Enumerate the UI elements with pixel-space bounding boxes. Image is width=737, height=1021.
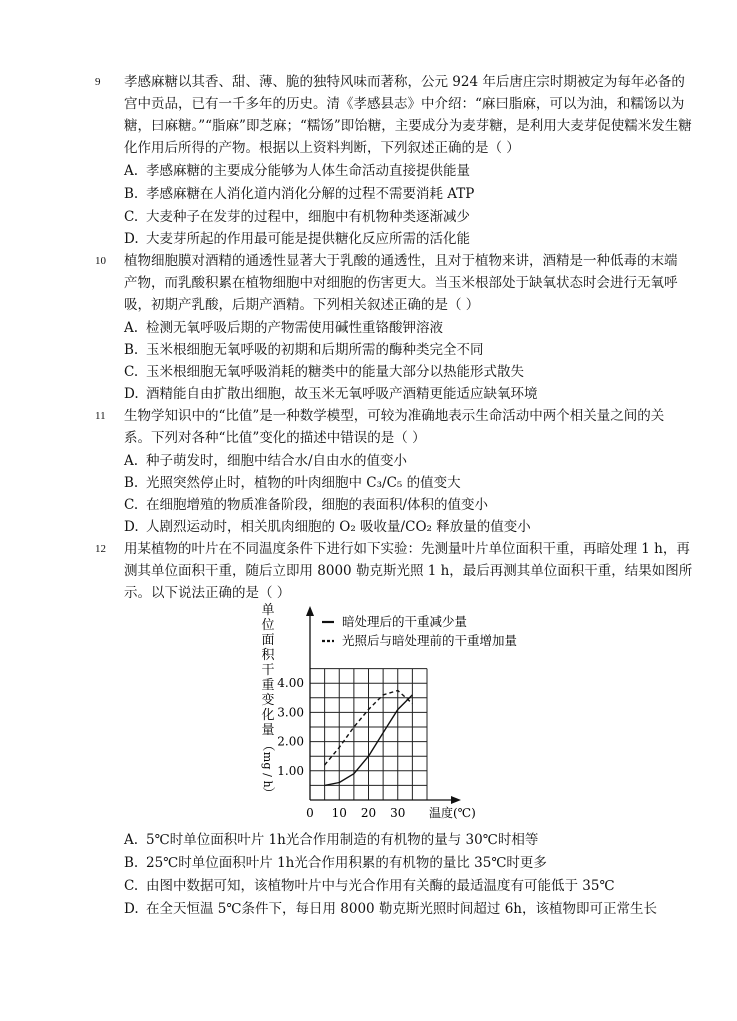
option-letter: B. — [124, 855, 139, 871]
option-letter: D. — [124, 901, 139, 917]
chart-legend — [322, 614, 517, 648]
stem-line: 用某植物的叶片在不同温度条件下进行如下实验：先测量叶片单位面积干重，再暗处理 1 h，再 — [124, 541, 690, 557]
option-b[interactable] — [124, 853, 547, 873]
y-label-char: 重 — [261, 678, 275, 693]
option-d[interactable] — [124, 384, 538, 404]
stem-line: 产物，而乳酸积累在植物细胞中对细胞的伤害更大。当玉米根部处于缺氧状态时会进行无氧呼 — [124, 275, 678, 291]
option-d[interactable] — [124, 899, 657, 919]
x-tick-label: 20 — [360, 806, 377, 820]
y-label-char: / — [261, 773, 274, 777]
y-label-char: 单 — [261, 603, 275, 618]
y-label-char: 位 — [261, 618, 275, 633]
option-letter: C. — [124, 497, 139, 513]
option-letter: A. — [124, 832, 139, 848]
option-a[interactable] — [124, 161, 470, 181]
option-text: 玉米根细胞无氧呼吸消耗的糖类中的能量大部分以热能形式散失 — [146, 364, 524, 380]
y-label-char: 干 — [261, 663, 275, 678]
y-tick-label: 4.00 — [277, 676, 304, 691]
option-text: 种子萌发时，细胞中结合水/自由水的值变小 — [146, 453, 408, 469]
temperature-dry-weight-chart — [252, 600, 552, 832]
option-letter: C. — [124, 209, 139, 225]
y-axis-arrow — [306, 606, 314, 616]
y-label-char: 积 — [261, 648, 275, 663]
option-letter: A. — [124, 453, 139, 469]
y-label-char: 变 — [261, 693, 275, 708]
option-text: 大麦种子在发芽的过程中，细胞中有机物种类逐渐减少 — [146, 209, 470, 225]
option-a[interactable] — [124, 451, 407, 471]
option-c[interactable] — [124, 495, 488, 515]
option-letter: C. — [124, 364, 139, 380]
question-number: 9 — [95, 76, 101, 88]
option-c[interactable] — [124, 207, 470, 227]
question-number: 10 — [95, 255, 106, 267]
x-tick-label: 30 — [390, 806, 406, 820]
option-d[interactable] — [124, 229, 470, 249]
option-letter: D. — [124, 519, 139, 535]
option-c[interactable] — [124, 362, 524, 382]
stem-line: 化作用后所得的产物。根据以上资料判断，下列叙述正确的是（ ） — [124, 140, 520, 156]
question-number: 11 — [95, 410, 106, 422]
y-tick-label: 3.00 — [277, 705, 304, 720]
option-a[interactable] — [124, 830, 538, 850]
stem-line: 宫中贡品，已有一千多年的历史。清《孝感县志》中介绍：“麻曰脂麻，可以为油，和糯饧以为 — [124, 96, 685, 112]
stem-line: 示。以下说法正确的是（ ） — [124, 585, 291, 601]
y-tick-label: 1.00 — [277, 763, 304, 778]
option-text: 大麦芽所起的作用最可能是提供糖化反应所需的活化能 — [146, 231, 470, 247]
y-tick-label: 2.00 — [277, 734, 304, 749]
stem-line: 孝感麻糖以其香、甜、薄、脆的独特风味而著称，公元 924 年后唐庄宗时期被定为每年必备的 — [124, 74, 685, 90]
y-label-char: 化 — [261, 708, 275, 723]
y-label-char: ） — [260, 786, 275, 800]
y-axis-label — [260, 603, 275, 800]
option-letter: A. — [124, 320, 139, 336]
stem-line: 生物学知识中的“比值”是一种数学模型，可较为准确地表示生命活动中两个相关量之间的关 — [124, 408, 665, 424]
option-c[interactable] — [124, 876, 615, 896]
y-label-char: h — [261, 780, 274, 788]
question-number: 12 — [95, 543, 106, 555]
option-letter: A. — [124, 163, 139, 179]
option-b[interactable] — [124, 473, 461, 493]
option-b[interactable] — [124, 340, 484, 360]
option-text: 在细胞增殖的物质准备阶段，细胞的表面积/体积的值变小 — [146, 497, 489, 513]
option-letter: B. — [124, 475, 139, 491]
option-text: 酒精能自由扩散出细胞，故玉米无氧呼吸产酒精更能适应缺氧环境 — [146, 386, 538, 402]
option-text: 25℃时单位面积叶片 1h光合作用积累的有机物的量比 35℃时更多 — [146, 855, 547, 871]
x-axis-label: 温度(℃) — [429, 806, 476, 820]
x-axis-arrow — [451, 796, 461, 804]
y-label-char: 面 — [261, 633, 275, 648]
chart-grid — [310, 669, 427, 800]
stem-line: 植物细胞膜对酒精的通透性显著大于乳酸的通透性，且对于植物来讲，酒精是一种低毒的末端 — [124, 253, 678, 269]
option-d[interactable] — [124, 517, 531, 537]
legend-label: 光照后与暗处理前的干重增加量 — [342, 633, 518, 648]
option-text: 检测无氧呼吸后期的产物需使用碱性重铬酸钾溶液 — [146, 320, 443, 336]
option-letter: C. — [124, 878, 139, 894]
option-b[interactable] — [124, 184, 474, 204]
y-label-char: 量 — [261, 723, 275, 738]
option-letter: D. — [124, 386, 139, 402]
option-a[interactable] — [124, 318, 443, 338]
option-text: 在全天恒温 5℃条件下，每日用 8000 勒克斯光照时间超过 6h，该植物即可正常生长 — [146, 901, 657, 917]
stem-line: 测其单位面积干重，随后立即用 8000 勒克斯光照 1 h，最后再测其单位面积干重，结果如图所 — [124, 563, 693, 579]
y-label-char: m — [261, 751, 274, 763]
stem-line: 系。下列对各种“比值”变化的描述中错误的是（ ） — [124, 430, 426, 446]
stem-line: 糖，曰麻糖。”“脂麻”即芝麻；“糯饧”即饴糖，主要成分为麦芽糖，是利用大麦芽促使糯米发生糖 — [124, 118, 692, 134]
option-text: 光照突然停止时，植物的叶肉细胞中 C₃/C₅ 的值变大 — [146, 475, 461, 491]
y-label-char: （ — [260, 738, 275, 752]
y-label-char: g — [261, 762, 274, 770]
option-text: 孝感麻糖的主要成分能够为人体生命活动直接提供能量 — [146, 163, 470, 179]
x-tick-label: 0 — [306, 806, 314, 820]
x-tick-label: 10 — [331, 806, 347, 820]
option-text: 5℃时单位面积叶片 1h光合作用制造的有机物的量与 30℃时相等 — [146, 832, 539, 848]
legend-label: 暗处理后的干重减少量 — [342, 614, 468, 629]
option-text: 人剧烈运动时，相关肌肉细胞的 O₂ 吸收量/CO₂ 释放量的值变小 — [146, 519, 531, 535]
stem-line: 吸，初期产乳酸，后期产酒精。下列相关叙述正确的是（ ） — [124, 297, 480, 313]
option-text: 玉米根细胞无氧呼吸的初期和后期所需的酶种类完全不同 — [146, 342, 484, 358]
option-letter: B. — [124, 186, 139, 202]
option-text: 孝感麻糖在人消化道内消化分解的过程不需要消耗 ATP — [146, 186, 475, 202]
option-letter: D. — [124, 231, 139, 247]
option-text: 由图中数据可知，该植物叶片中与光合作用有关酶的最适温度有可能低于 35℃ — [146, 878, 615, 894]
option-letter: B. — [124, 342, 139, 358]
